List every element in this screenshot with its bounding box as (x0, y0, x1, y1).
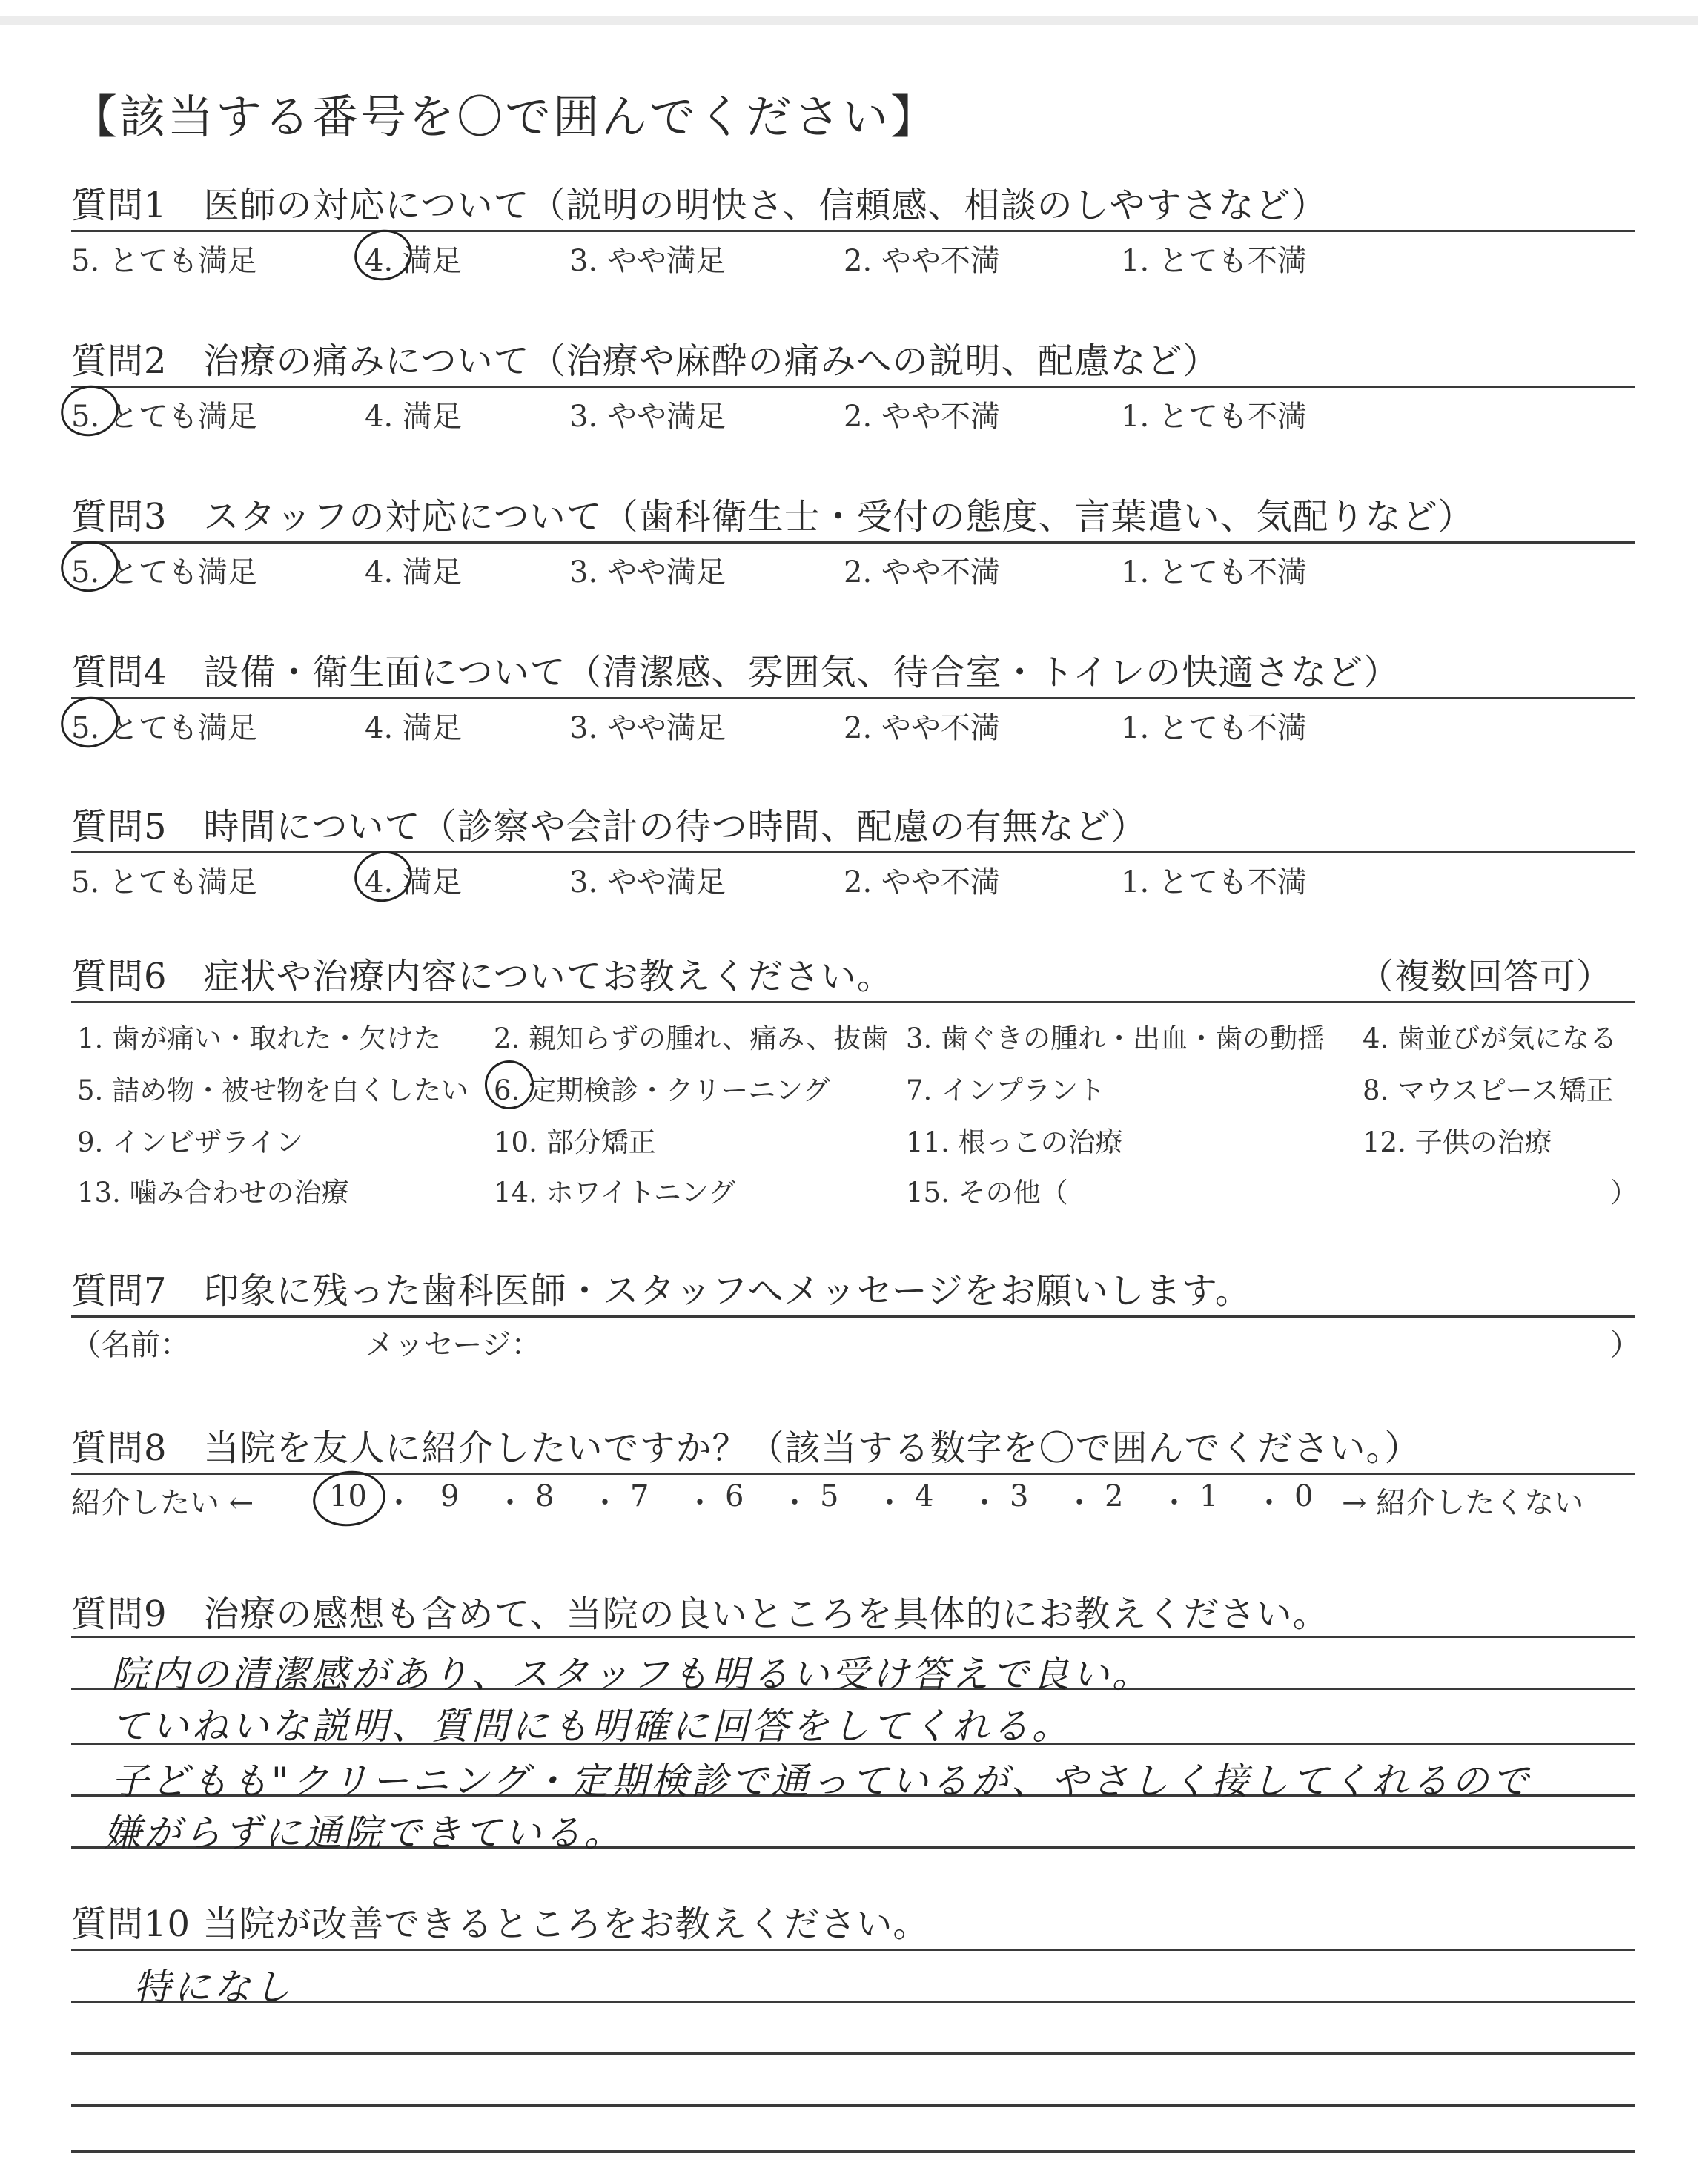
q5-option-5[interactable]: 5. とても満足 (71, 865, 257, 899)
q1-option-4[interactable]: 4. 満足 (365, 244, 462, 278)
q9-answer-line: ていねいな説明、質問にも明確に回答をしてくれる。 (111, 1705, 1072, 1748)
q10-answer-rule (71, 2052, 1635, 2055)
q6-option-8[interactable]: 8. マウスピース矯正 (1363, 1074, 1614, 1106)
q1-rule (71, 230, 1635, 232)
q8-scale-2[interactable]: 2 (1105, 1479, 1124, 1513)
q10-answer-rule (71, 2001, 1635, 2003)
q9-answer-line: 院内の清潔感があり、スタッフも明るい受け答えで良い。 (111, 1653, 1152, 1696)
q6-option-1[interactable]: 1. 歯が痛い・取れた・欠けた (77, 1023, 442, 1054)
q9-answer-line: 嫌がらずに通院できている。 (104, 1811, 624, 1855)
q4-title: 質問4 設備・衛生面について（清潔感、雰囲気、待合室・トイレの快適さなど） (71, 652, 1400, 693)
q6-option-2[interactable]: 2. 親知らずの腫れ、痛み、抜歯 (494, 1023, 889, 1054)
q1-option-3[interactable]: 3. やや満足 (569, 244, 726, 278)
q8-separator: ・ (875, 1486, 904, 1520)
q6-rule (71, 1001, 1635, 1003)
q8-scale-10[interactable]: 10 (329, 1479, 367, 1513)
q4-option-2[interactable]: 2. やや不満 (844, 711, 1000, 745)
q7-message-label: メッセージ： (365, 1328, 541, 1362)
q8-selection-circle (309, 1467, 388, 1531)
q2-option-3[interactable]: 3. やや満足 (569, 400, 726, 434)
q10-answer-rule (71, 1949, 1635, 1951)
q3-option-5[interactable]: 5. とても満足 (71, 555, 257, 589)
q1-option-2[interactable]: 2. やや不満 (844, 244, 1000, 278)
q4-rule (71, 697, 1635, 699)
q6-option-12[interactable]: 12. 子供の治療 (1363, 1126, 1552, 1158)
q1-title: 質問1 医師の対応について（説明の明快さ、信頼感、相談のしやすさなど） (71, 185, 1328, 226)
q6-option-3[interactable]: 3. 歯ぐきの腫れ・出血・歯の動揺 (906, 1023, 1325, 1054)
q3-option-1[interactable]: 1. とても不満 (1121, 555, 1307, 589)
q2-option-5[interactable]: 5. とても満足 (71, 400, 257, 434)
q8-separator: ・ (495, 1486, 525, 1520)
q8-separator: ・ (970, 1486, 999, 1520)
q7-rule (71, 1315, 1635, 1318)
q6-multiple-note: （複数回答可） (1358, 956, 1613, 997)
q7-name-label: （名前： (71, 1328, 190, 1362)
q8-scale-7[interactable]: 7 (630, 1479, 649, 1513)
q2-option-4[interactable]: 4. 満足 (365, 400, 462, 434)
q4-option-3[interactable]: 3. やや満足 (569, 711, 726, 745)
q5-option-4[interactable]: 4. 満足 (365, 865, 462, 899)
q10-answer-rule (71, 2104, 1635, 2107)
q5-title: 質問5 時間について（診察や会計の待つ時間、配慮の有無など） (71, 806, 1148, 848)
q5-option-2[interactable]: 2. やや不満 (844, 865, 1000, 899)
q8-separator: ・ (1254, 1486, 1284, 1520)
q8-scale-3[interactable]: 3 (1010, 1479, 1029, 1513)
q6-option-9[interactable]: 9. インビザライン (77, 1126, 303, 1158)
q4-option-4[interactable]: 4. 満足 (365, 711, 462, 745)
q8-scale-1[interactable]: 1 (1199, 1479, 1219, 1513)
q9-title: 質問9 治療の感想も含めて、当院の良いところを具体的にお教えください。 (71, 1593, 1329, 1635)
q3-option-2[interactable]: 2. やや不満 (844, 555, 1000, 589)
q10-title: 質問10 当院が改善できるところをお教えください。 (71, 1903, 930, 1945)
q8-separator: ・ (1159, 1486, 1189, 1520)
q8-rule (71, 1473, 1635, 1475)
q8-title: 質問8 当院を友人に紹介したいですか？（該当する数字を〇で囲んでください。） (71, 1427, 1421, 1469)
q8-separator: ・ (1065, 1486, 1094, 1520)
q6-title: 質問6 症状や治療内容についてお教えください。 (71, 956, 893, 997)
q8-right-label: → 紹介したくない (1342, 1486, 1584, 1520)
q6-option-16[interactable]: ） (1610, 1177, 1638, 1209)
scan-edge (0, 16, 1698, 25)
q5-option-1[interactable]: 1. とても不満 (1121, 865, 1307, 899)
q2-title: 質問2 治療の痛みについて（治療や麻酔の痛みへの説明、配慮など） (71, 340, 1219, 382)
q3-option-4[interactable]: 4. 満足 (365, 555, 462, 589)
q2-rule (71, 386, 1635, 388)
q8-left-label: 紹介したい ← (71, 1486, 254, 1520)
q8-scale-4[interactable]: 4 (915, 1479, 934, 1513)
q8-separator: ・ (685, 1486, 715, 1520)
q8-scale-5[interactable]: 5 (820, 1479, 839, 1513)
q5-rule (71, 851, 1635, 853)
q10-answer-line: 特になし (133, 1966, 294, 2009)
q6-option-6[interactable]: 6. 定期検診・クリーニング (494, 1074, 830, 1106)
q1-option-1[interactable]: 1. とても不満 (1121, 244, 1307, 278)
q6-option-7[interactable]: 7. インプラント (906, 1074, 1106, 1106)
q6-option-5[interactable]: 5. 詰め物・被せ物を白くしたい (77, 1074, 469, 1106)
q3-rule (71, 541, 1635, 544)
q7-close-paren: ） (1610, 1328, 1640, 1362)
q2-option-1[interactable]: 1. とても不満 (1121, 400, 1307, 434)
q4-option-5[interactable]: 5. とても満足 (71, 711, 257, 745)
q4-option-1[interactable]: 1. とても不満 (1121, 711, 1307, 745)
q5-option-3[interactable]: 3. やや満足 (569, 865, 726, 899)
q8-scale-8[interactable]: 8 (535, 1479, 555, 1513)
q8-separator: ・ (384, 1486, 414, 1520)
q6-option-13[interactable]: 13. 噛み合わせの治療 (77, 1177, 349, 1209)
q6-option-15[interactable]: 15. その他（ (906, 1177, 1068, 1209)
q8-scale-9[interactable]: 9 (440, 1479, 460, 1513)
q1-option-5[interactable]: 5. とても満足 (71, 244, 257, 278)
q8-separator: ・ (590, 1486, 620, 1520)
q6-option-11[interactable]: 11. 根っこの治療 (906, 1126, 1123, 1158)
q3-option-3[interactable]: 3. やや満足 (569, 555, 726, 589)
q8-scale-0[interactable]: 0 (1294, 1479, 1314, 1513)
q6-option-4[interactable]: 4. 歯並びが気になる (1363, 1023, 1618, 1054)
q9-answer-rule (71, 1636, 1635, 1638)
q10-answer-rule (71, 2150, 1635, 2153)
q8-separator: ・ (780, 1486, 810, 1520)
q3-title: 質問3 スタッフの対応について（歯科衛生士・受付の態度、言葉遣い、気配りなど） (71, 496, 1474, 538)
q8-scale-6[interactable]: 6 (725, 1479, 744, 1513)
q2-option-2[interactable]: 2. やや不満 (844, 400, 1000, 434)
q6-option-14[interactable]: 14. ホワイトニング (494, 1177, 736, 1209)
q9-answer-line: 子どもも"クリーニング・定期検診で通っているが、やさしく接してくれるので (111, 1760, 1532, 1803)
q7-title: 質問7 印象に残った歯科医師・スタッフへメッセージをお願いします。 (71, 1270, 1251, 1312)
q6-option-10[interactable]: 10. 部分矯正 (494, 1126, 656, 1158)
instruction-header: 【該当する番号を〇で囲んでください】 (71, 90, 939, 144)
